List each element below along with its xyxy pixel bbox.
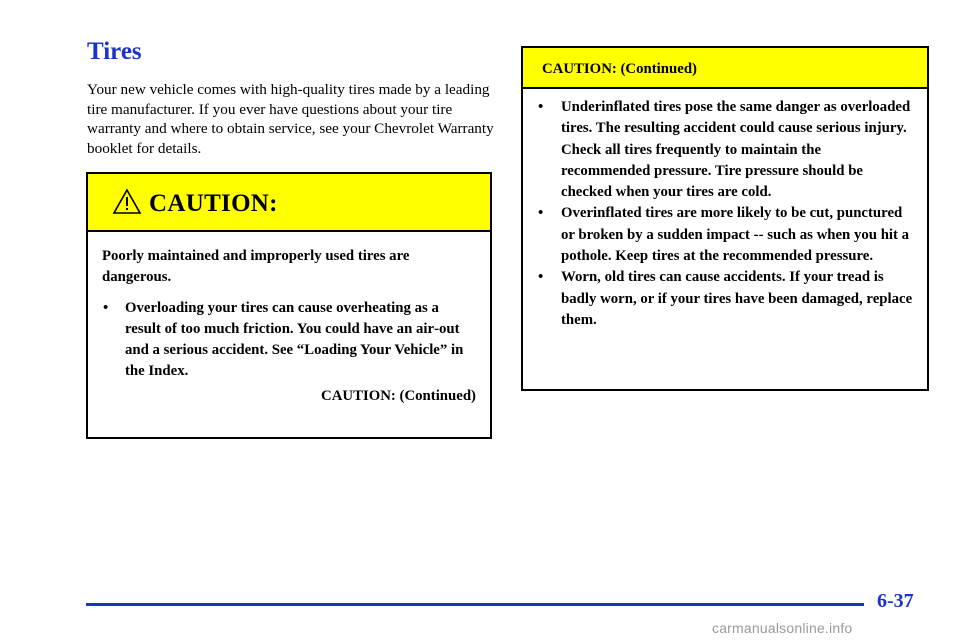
caution-continued-label: CAUTION: (Continued)	[321, 387, 476, 404]
bullet-icon: •	[103, 299, 109, 316]
caution-body	[88, 232, 490, 407]
section-title: Tires	[87, 38, 142, 65]
list-item	[537, 203, 913, 267]
watermark: carmanualsonline.info	[712, 620, 853, 636]
caution-box	[86, 172, 492, 439]
caution-continued-header: CAUTION: (Continued)	[523, 48, 927, 89]
bullet-text: Overinflated tires are more likely to be cut, punctured or broken by a sudden impact ‑‑ such as when you hit a pothole. Keep tires at the recommended pressure.	[561, 205, 910, 265]
caution-header	[88, 174, 490, 232]
caution-bullet-list	[102, 298, 476, 383]
bullet-text: Overloading your tires can cause overheating as a result of too much friction. You could have an air‑out and a serious accident. See “Loading Your Vehicle” in the Index.	[125, 299, 464, 380]
caution-continued-box	[521, 46, 929, 391]
warning-triangle-icon	[112, 188, 142, 215]
bullet-text: Worn, old tires can cause accidents. If your tread is badly worn, or if your tires have been damaged, replace them.	[561, 269, 913, 328]
intro-paragraph: Your new vehicle comes with high‑quality tires made by a leading tire manufacturer. If you ever have questions about your tire warranty and where to obtain service, see your Chevrolet Warranty booklet for details.	[87, 81, 494, 157]
bullet-icon: •	[538, 99, 544, 115]
list-item	[102, 298, 476, 383]
list-item	[537, 97, 913, 203]
bullet-icon: •	[538, 269, 544, 286]
caution-title: CAUTION:	[149, 190, 278, 217]
caution-lead-text: Poorly maintained and improperly used tires are dangerous.	[102, 248, 410, 286]
continued-bullet-list	[537, 97, 913, 331]
footer-rule	[86, 603, 864, 606]
list-item	[537, 267, 913, 331]
bullet-icon: •	[538, 205, 544, 222]
bullet-text: Underinflated tires pose the same danger as overloaded tires. The resulting accident could cause serious injury. Check all tires frequently to maintain the recommended pressure. Tire pressure should be checked when your tires are cold.	[561, 99, 911, 201]
caution-continued-body	[523, 89, 927, 331]
page-number: 6-37	[877, 590, 914, 612]
